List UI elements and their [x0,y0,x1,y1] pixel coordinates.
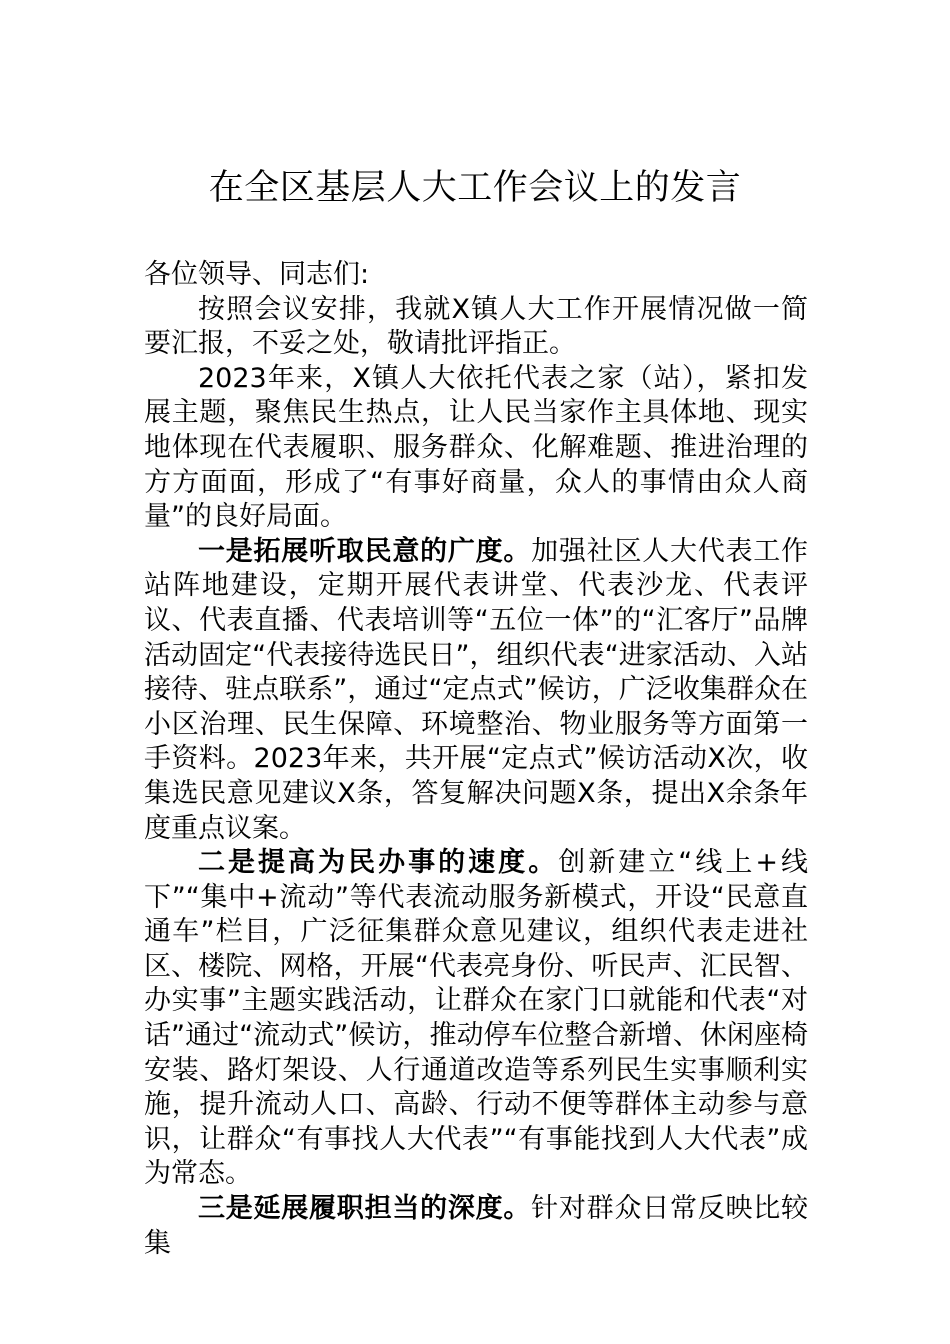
document-title: 在全区基层人大工作会议上的发言 [208,168,742,208]
paragraph-lead: 二是提高为民办事的速度。 [198,847,559,879]
paragraph-intro [144,293,808,362]
paragraph-lead: 三是延展履职担当的深度。 [198,1193,532,1225]
paragraph-text: 按照会议安排，我就X镇人大工作开展情况做一简要汇报，不妥之处，敬请批评指正。 [144,293,808,360]
paragraph-text: 2023年来，X镇人大依托代表之家（站），紧扣发展主题，聚焦民生热点，让人民当家作主具体地、现实地体现在代表履职、服务群众、化解难题、推进治理的方方面面，形成了“有事好商量，众人的事情由众人商量”的良好局面。 [144,362,808,533]
paragraph-point-two [144,846,808,1192]
document-body [144,258,808,1261]
paragraph-text: 加强社区人大代表工作站阵地建设，定期开展代表讲堂、代表沙龙、代表评议、代表直播、代表培训等“五位一体”的“汇客厅”品牌活动固定“代表接待选民日”，组织代表“进家活动、入站接待、驻点联系”，通过“定点式”候访，广泛收集群众在小区治理、民生保障、环境整治、物业服务等方面第一手资料。2023年来，共开展“定点式”候访活动X次，收集选民意见建议X条，答复解决问题X条，提出X余条年度重点议案。 [144,535,809,844]
salutation: 各位领导、同志们: [144,259,370,290]
paragraph-point-three [144,1192,808,1261]
paragraph-point-one [144,535,808,846]
paragraph-lead: 一是拓展听取民意的广度。 [198,535,532,567]
paragraph-text: 针对群众日常反映比较集 [144,1193,809,1259]
paragraph-text: 创新建立“线上+线下”“集中+流动”等代表流动服务新模式，开设“民意直通车”栏目，广泛征集群众意见建议，组织代表走进社区、楼院、网格，开展“代表亮身份、听民声、汇民智、办实事”主题实践活动，让群众在家门口就能和代表“对话”通过“流动式”候访，推动停车位整合新增、休闲座椅安装、路灯架设、人行通道改造等系列民生实事顺利实施，提升流动人口、高龄、行动不便等群体主动参与意识，让群众“有事找人大代表”“有事能找到人大代表”成为常态。 [144,847,808,1190]
paragraph-overview [144,362,808,535]
